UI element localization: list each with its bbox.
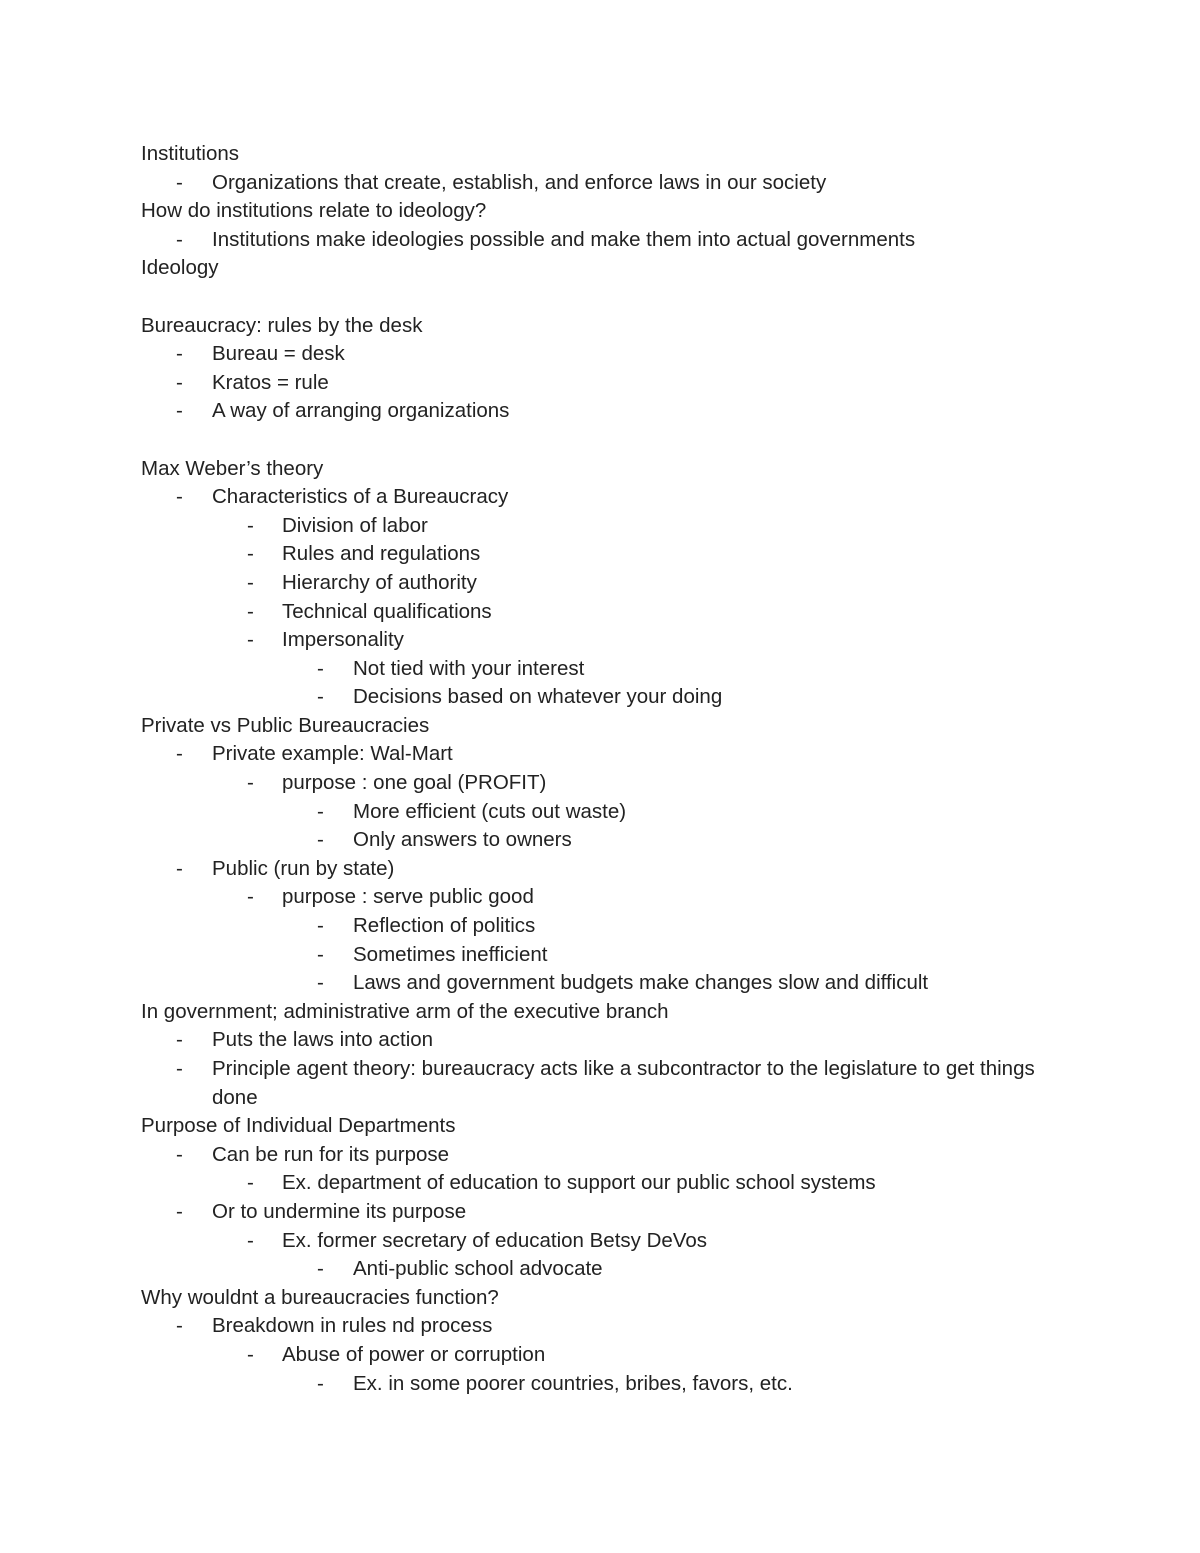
dash-bullet: -: [247, 771, 254, 795]
dash-bullet: -: [317, 685, 324, 709]
bullet-item-level-2: [0, 598, 1200, 627]
dash-bullet: -: [176, 1142, 183, 1166]
dash-bullet: -: [317, 914, 324, 938]
heading-text: In government; administrative arm of the executive branch: [141, 999, 669, 1023]
bullet-text: Puts the laws into action: [212, 1028, 434, 1052]
heading-text: Max Weber’s theory: [141, 456, 324, 480]
heading-text: Why wouldnt a bureaucracies function?: [141, 1285, 499, 1309]
bullet-item-level-1: [0, 340, 1200, 369]
bullet-text: Abuse of power or corruption: [282, 1342, 546, 1366]
bullet-text: Hierarchy of authority: [282, 570, 477, 594]
dash-bullet: -: [317, 1257, 324, 1281]
heading-line: [0, 140, 1200, 169]
bullet-text: Anti-public school advocate: [353, 1257, 603, 1281]
bullet-item-level-3: [0, 655, 1200, 684]
heading-text: How do institutions relate to ideology?: [141, 199, 487, 223]
heading-text: Private vs Public Bureaucracies: [141, 713, 430, 737]
dash-bullet: -: [176, 1028, 183, 1052]
dash-bullet: -: [247, 599, 254, 623]
dash-bullet: -: [176, 742, 183, 766]
dash-bullet: -: [176, 342, 183, 366]
heading-line: [0, 312, 1200, 341]
bullet-item-level-1: [0, 369, 1200, 398]
bullet-text: Only answers to owners: [353, 828, 572, 852]
heading-text: Bureaucracy: rules by the desk: [141, 313, 423, 337]
bullet-text: Characteristics of a Bureaucracy: [212, 485, 509, 509]
bullet-item-level-1: [0, 1026, 1200, 1055]
bullet-text: Can be run for its purpose: [212, 1142, 450, 1166]
bullet-item-level-3: [0, 912, 1200, 941]
heading-line: [0, 254, 1200, 283]
dash-bullet: -: [176, 1314, 183, 1338]
bullet-text: Principle agent theory: bureaucracy acts like a subcontractor to the legislature to get things done: [212, 1057, 1035, 1109]
bullet-text: Laws and government budgets make changes slow and difficult: [353, 971, 929, 995]
bullet-item-level-2: [0, 1341, 1200, 1370]
blank-line: [0, 426, 1200, 455]
bullet-item-level-1: [0, 740, 1200, 769]
bullet-text: Kratos = rule: [212, 370, 329, 394]
bullet-item-level-1: [0, 855, 1200, 884]
bullet-text: Institutions make ideologies possible and make them into actual governments: [212, 227, 916, 251]
bullet-text: Ex. in some poorer countries, bribes, favors, etc.: [353, 1371, 793, 1395]
bullet-item-level-1: [0, 169, 1200, 198]
dash-bullet: -: [247, 1171, 254, 1195]
heading-line: [0, 1112, 1200, 1141]
bullet-item-level-3: [0, 826, 1200, 855]
bullet-text: Impersonality: [282, 628, 404, 652]
dash-bullet: -: [317, 1371, 324, 1395]
bullet-item-level-2: [0, 1169, 1200, 1198]
heading-line: [0, 455, 1200, 484]
bullet-text: Division of labor: [282, 513, 428, 537]
bullet-item-level-1: [0, 1312, 1200, 1341]
dash-bullet: -: [176, 1199, 183, 1223]
dash-bullet: -: [176, 485, 183, 509]
bullet-text: Breakdown in rules nd process: [212, 1314, 493, 1338]
bullet-text: Decisions based on whatever your doing: [353, 685, 723, 709]
bullet-item-level-3: [0, 941, 1200, 970]
bullet-item-level-3: [0, 1255, 1200, 1284]
bullet-text: purpose : serve public good: [282, 885, 534, 909]
dash-bullet: -: [247, 628, 254, 652]
bullet-text: A way of arranging organizations: [212, 399, 510, 423]
dash-bullet: -: [176, 856, 183, 880]
heading-line: [0, 197, 1200, 226]
dash-bullet: -: [247, 542, 254, 566]
bullet-text: Or to undermine its purpose: [212, 1199, 467, 1223]
bullet-item-level-2: [0, 1227, 1200, 1256]
bullet-item-level-3: [0, 798, 1200, 827]
bullet-item-level-3: [0, 683, 1200, 712]
bullet-item-level-1: [0, 1055, 1200, 1112]
bullet-item-level-2: [0, 883, 1200, 912]
bullet-item-level-3: [0, 1370, 1200, 1399]
dash-bullet: -: [247, 1228, 254, 1252]
bullet-text: Ex. department of education to support our public school systems: [282, 1171, 876, 1195]
bullet-item-level-3: [0, 969, 1200, 998]
dash-bullet: -: [176, 170, 183, 194]
dash-bullet: -: [317, 799, 324, 823]
bullet-text: Organizations that create, establish, and enforce laws in our society: [212, 170, 827, 194]
bullet-text: Technical qualifications: [282, 599, 492, 623]
bullet-item-level-1: [0, 483, 1200, 512]
bullet-item-level-1: [0, 397, 1200, 426]
bullet-text: Public (run by state): [212, 856, 395, 880]
dash-bullet: -: [176, 1057, 183, 1080]
heading-line: [0, 998, 1200, 1027]
heading-line: [0, 1284, 1200, 1313]
bullet-item-level-1: [0, 226, 1200, 255]
heading-text: Institutions: [141, 142, 239, 165]
bullet-item-level-2: [0, 540, 1200, 569]
heading-text: Ideology: [141, 256, 219, 280]
bullet-text: Reflection of politics: [353, 914, 536, 938]
dash-bullet: -: [247, 1342, 254, 1366]
bullet-text: Ex. former secretary of education Betsy DeVos: [282, 1228, 707, 1252]
bullet-text: Sometimes inefficient: [353, 942, 548, 966]
bullet-text: More efficient (cuts out waste): [353, 799, 627, 823]
bullet-item-level-2: [0, 769, 1200, 798]
bullet-item-level-1: [0, 1198, 1200, 1227]
bullet-text: Rules and regulations: [282, 542, 481, 566]
dash-bullet: -: [317, 942, 324, 966]
dash-bullet: -: [317, 828, 324, 852]
bullet-item-level-1: [0, 1141, 1200, 1170]
bullet-text: Not tied with your interest: [353, 656, 585, 680]
heading-text: Purpose of Individual Departments: [141, 1114, 456, 1138]
bullet-item-level-2: [0, 626, 1200, 655]
dash-bullet: -: [176, 399, 183, 423]
blank-line: [0, 283, 1200, 312]
dash-bullet: -: [317, 656, 324, 680]
dash-bullet: -: [247, 570, 254, 594]
dash-bullet: -: [317, 971, 324, 995]
bullet-text: Bureau = desk: [212, 342, 345, 366]
heading-line: [0, 712, 1200, 741]
dash-bullet: -: [176, 227, 183, 251]
bullet-item-level-2: [0, 569, 1200, 598]
bullet-text: purpose : one goal (PROFIT): [282, 771, 547, 795]
dash-bullet: -: [247, 513, 254, 537]
dash-bullet: -: [176, 370, 183, 394]
document-body: [0, 140, 1200, 1398]
dash-bullet: -: [247, 885, 254, 909]
bullet-text: Private example: Wal-Mart: [212, 742, 453, 766]
bullet-item-level-2: [0, 512, 1200, 541]
